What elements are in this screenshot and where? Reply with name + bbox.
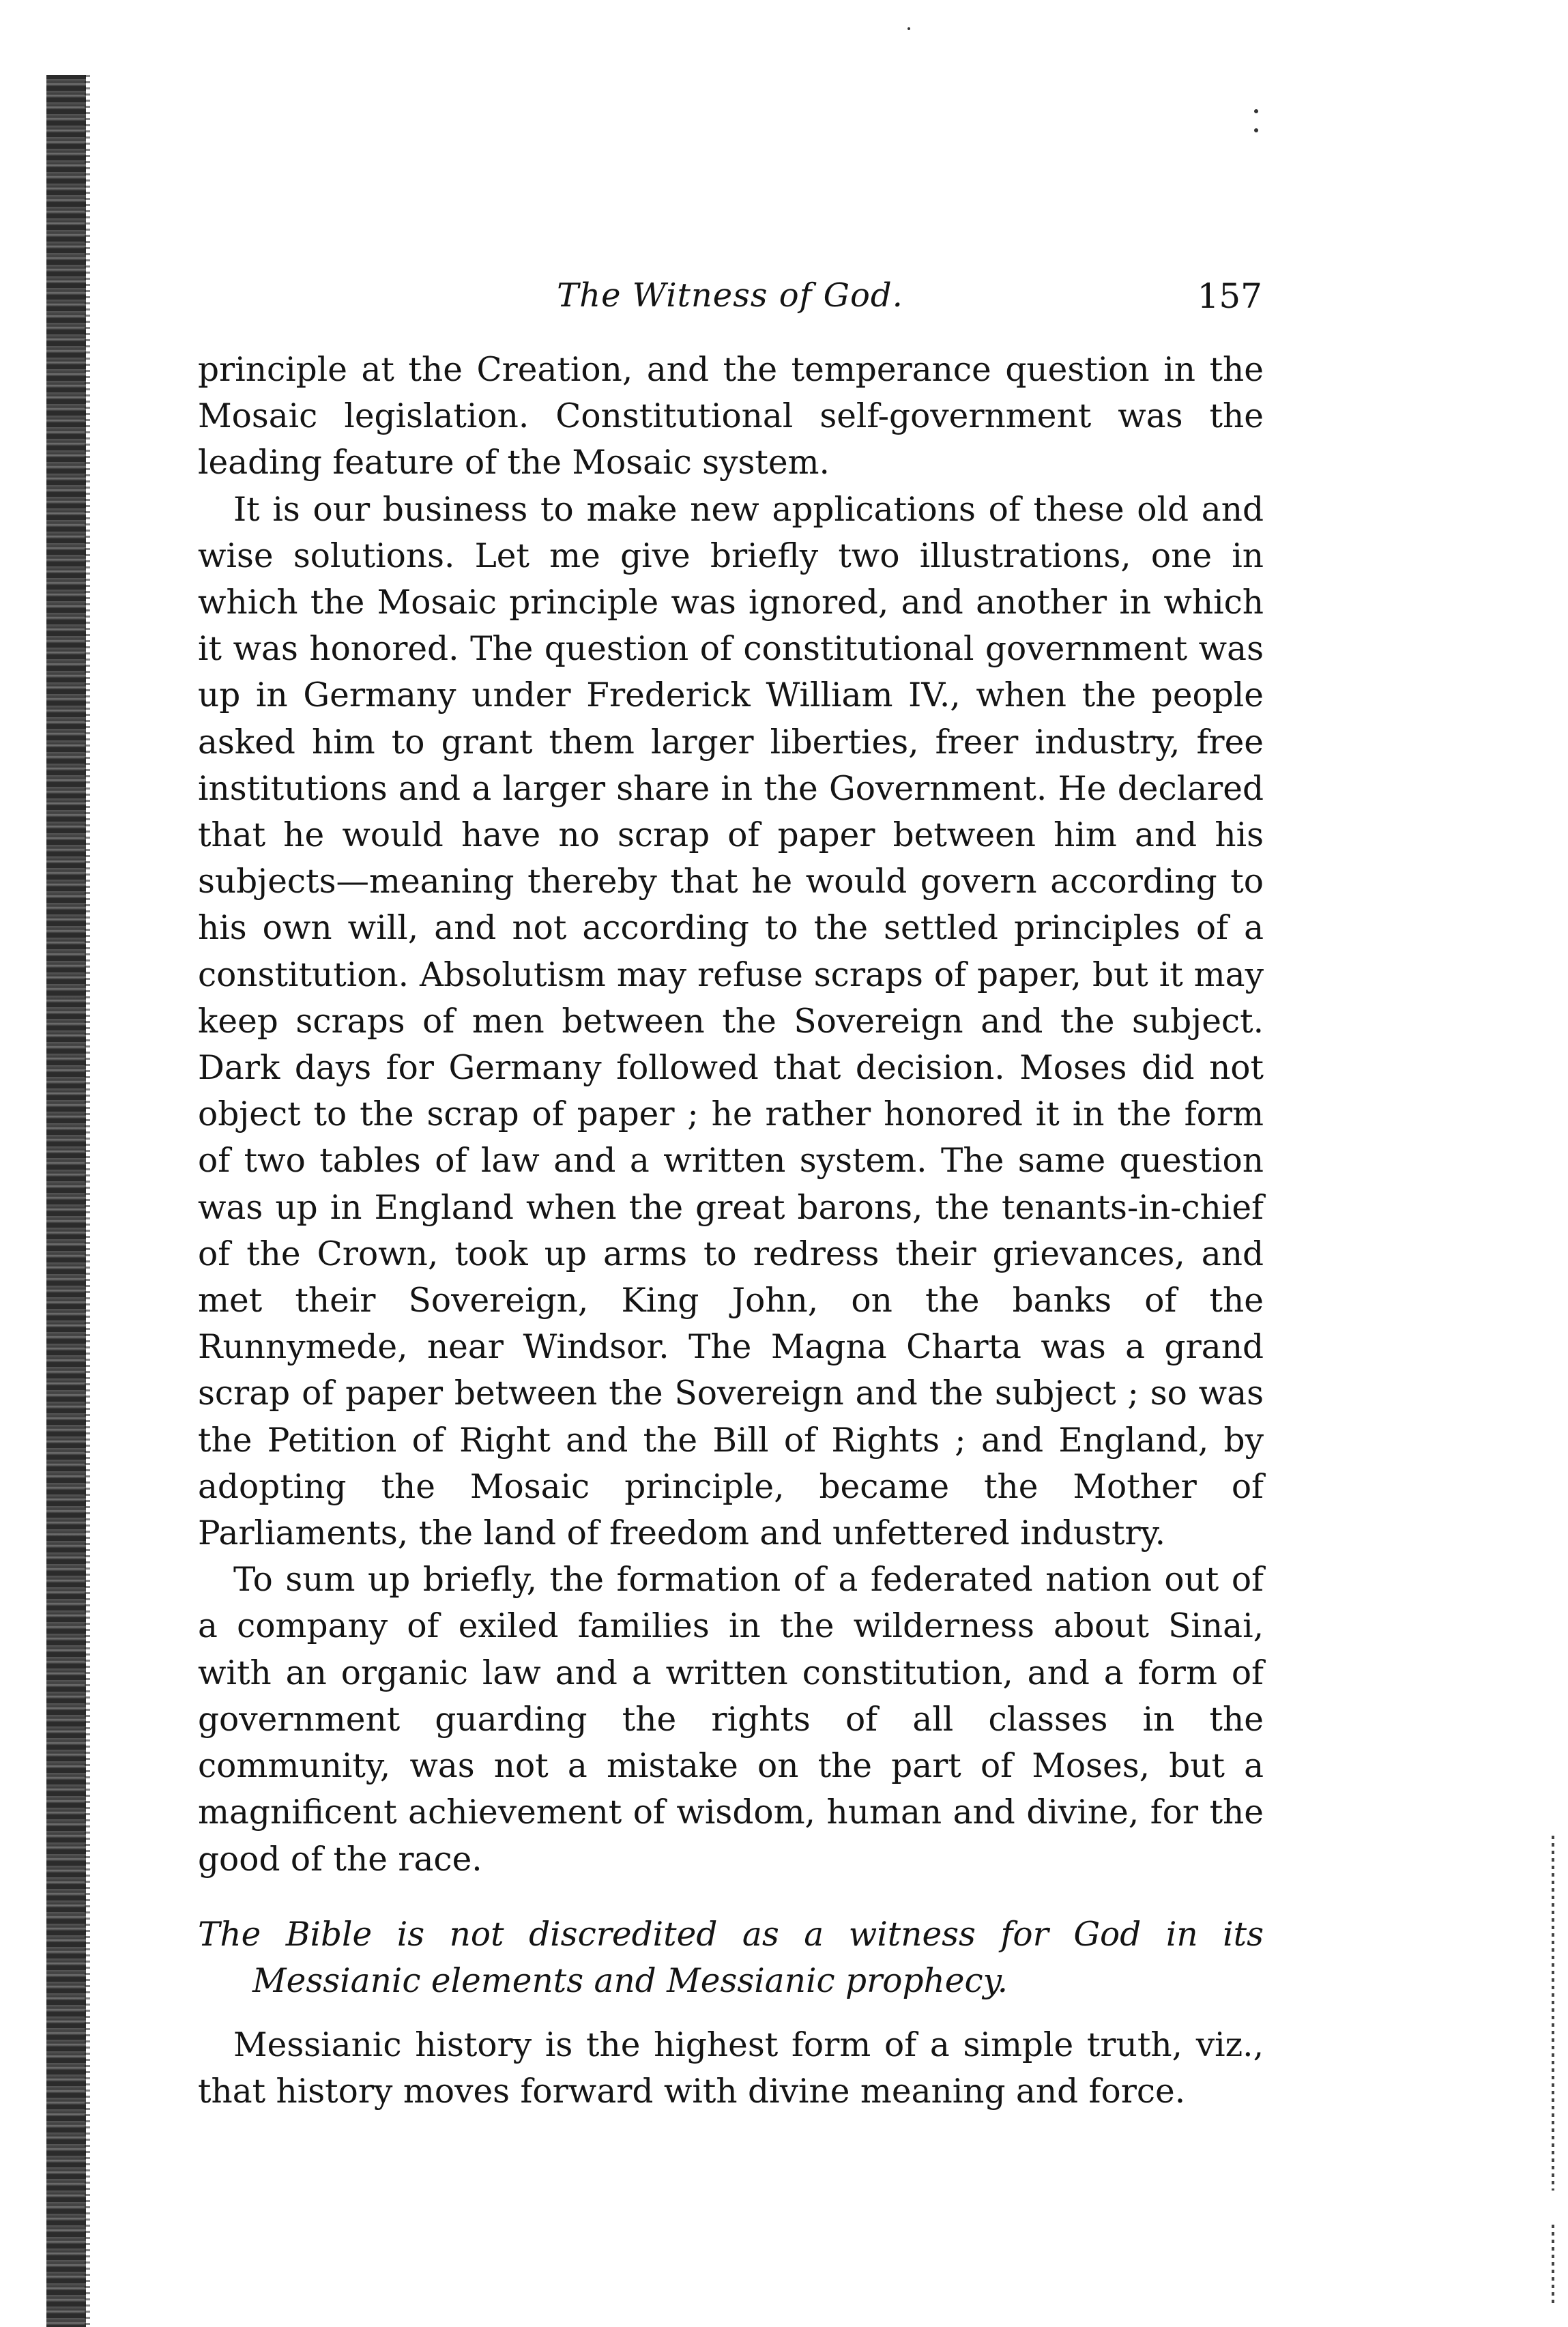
section-heading: The Bible is not discredited as a witness for God in its Messianic elements and Messianic prophecy. — [198, 1915, 1264, 2000]
body-text — [198, 347, 1264, 2115]
paragraph: It is our business to make new applications of these old and wise solutions. Let me give briefly two illustrations, one in which the Mosaic principle was ignored, and another in which it was honored. The question of constitutional government was up in Germany under Frederick William IV., when the people asked him to grant them larger liberties, freer industry, free institutions and a larger share in the Government. He declared that he would have no scrap of paper between him and his subjects—meaning thereby that he would govern according to his own will, and not according to the settled principles of a constitution. Absolutism may refuse scraps of paper, but it may keep scraps of men between the Sovereign and the subject. Dark days for Germany followed that decision. Moses did not object to the scrap of paper ; he rather honored it in the form of two tables of law and a written system. The same question was up in England when the great barons, the tenants-in-chief of the Crown, took up arms to redress their grievances, and met their Sovereign, King John, on the banks of the Runnymede, near Windsor. The Magna Charta was a grand scrap of paper between the Sovereign and the subject ; so was the Petition of Right and the Bill of Rights ; and England, by adopting the Mosaic principle, became the Mother of Parliaments, the land of freedom and unfettered industry. — [198, 490, 1264, 1553]
right-margin-artifact — [1552, 1836, 1554, 2191]
page-speck — [1254, 109, 1258, 113]
page-binding-edge — [46, 75, 86, 2327]
paragraph: Messianic history is the highest form of a simple truth, viz., that history moves forward with divine meaning and force. — [198, 2025, 1264, 2111]
running-head-title: The Witness of God. — [557, 276, 903, 315]
paragraph: To sum up briefly, the formation of a federated nation out of a company of exiled families in the wilderness about Sinai, with an organic law and a written constitution, and a form of government guarding the rights of all classes in the community, was not a mistake on the part of Moses, but a magnificent achievement of wisdom, human and divine, for the good of the race. — [198, 1561, 1264, 1879]
running-head — [198, 276, 1262, 324]
right-margin-artifact — [1552, 2225, 1554, 2307]
page-number: 157 — [1197, 276, 1262, 316]
page-speck — [908, 27, 910, 30]
paragraph: principle at the Creation, and the temperance question in the Mosaic legislation. Constitutional self-government was the leading feature of the Mosaic system. — [198, 351, 1264, 482]
page-speck — [1254, 128, 1258, 132]
